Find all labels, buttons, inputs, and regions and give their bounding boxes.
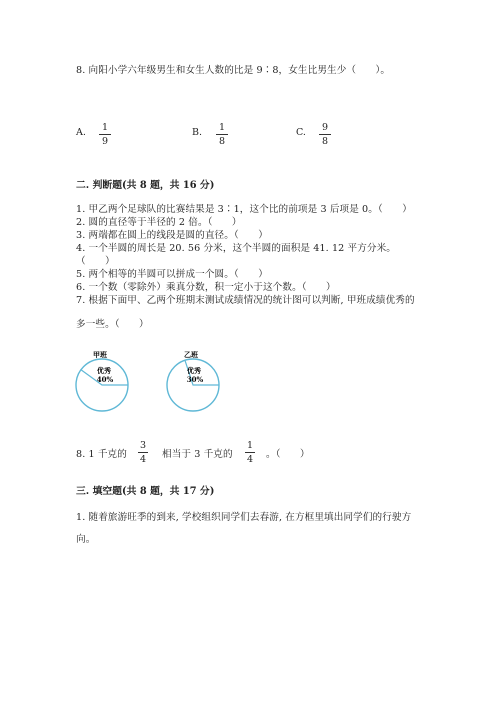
judge-item-1: 1. 甲乙两个足球队的比赛结果是 3∶1，这个比的前项是 3 后项是 0。（ ） <box>76 204 412 215</box>
fraction-numerator: 3 <box>139 440 147 451</box>
judge-item-4: 4. 一个半圆的周长是 20. 56 分米，这个半圆的面积是 41. 12 平方分米。 <box>76 243 396 254</box>
fraction-denominator: 9 <box>101 136 109 147</box>
fraction-denominator: 8 <box>321 136 329 147</box>
fraction-denominator: 4 <box>139 454 147 465</box>
judge-item-7-cont: 多一些。（ ） <box>76 319 149 330</box>
fraction-denominator: 4 <box>246 454 254 465</box>
judge-item-8-suffix: 。（ ） <box>266 449 310 460</box>
pie-charts <box>60 345 240 415</box>
option-a-fraction <box>99 122 111 147</box>
judge-item-6: 6. 一个数（零除外）乘真分数，积一定小于这个数。（ ） <box>76 282 336 293</box>
fill-item-1-line-2: 向。 <box>76 534 96 545</box>
q8-stem: 8. 向阳小学六年级男生和女生人数的比是 9∶8，女生比男生少（ ）。 <box>76 65 391 76</box>
judge-item-3: 3. 两端都在圆上的线段是圆的直径。（ ） <box>76 230 268 241</box>
judge-item-8-fraction-2 <box>245 440 255 465</box>
judge-item-2: 2. 圆的直径等于半径的 2 倍。（ ） <box>76 217 242 228</box>
fraction-numerator: 1 <box>218 122 226 133</box>
fraction-numerator: 1 <box>101 122 109 133</box>
pie-b-class-label: 乙班 <box>184 350 198 359</box>
judge-item-8-fraction-1 <box>138 440 148 465</box>
option-b-letter: B. <box>192 127 203 138</box>
pie-b-slice-label: 优秀 <box>187 366 201 375</box>
fraction-numerator: 1 <box>246 440 254 451</box>
pie-b-percent-label: 30% <box>186 375 204 384</box>
fraction-numerator: 9 <box>321 122 329 133</box>
judge-item-8-prefix: 8. 1 千克的 <box>76 449 127 460</box>
judge-item-5: 5. 两个相等的半圆可以拼成一个圆。（ ） <box>76 269 268 280</box>
fraction-denominator: 8 <box>218 136 226 147</box>
fill-item-1-line-1: 1. 随着旅游旺季的到来, 学校组织同学们去春游, 在方框里填出同学们的行驶方 <box>76 512 412 523</box>
judge-item-7: 7. 根据下面甲、乙两个班期末测试成绩情况的统计图可以判断, 甲班成绩优秀的 <box>76 295 415 306</box>
section-3-title: 三. 填空题(共 8 题，共 17 分) <box>76 486 215 497</box>
section-2-title: 二. 判断题(共 8 题，共 16 分) <box>76 180 215 191</box>
option-c-fraction <box>319 122 331 147</box>
pie-class-a <box>76 350 128 411</box>
option-c-letter: C. <box>296 127 306 138</box>
judge-item-8-middle: 相当于 3 千克的 <box>162 449 233 460</box>
pie-class-b <box>167 350 219 411</box>
pie-a-percent-label: 40% <box>96 375 114 384</box>
pie-a-class-label: 甲班 <box>93 350 107 359</box>
option-a-letter: A. <box>76 127 86 138</box>
pie-a-slice-label: 优秀 <box>97 366 111 375</box>
option-b-fraction <box>216 122 228 147</box>
judge-item-4-bracket: （ ） <box>76 256 115 267</box>
